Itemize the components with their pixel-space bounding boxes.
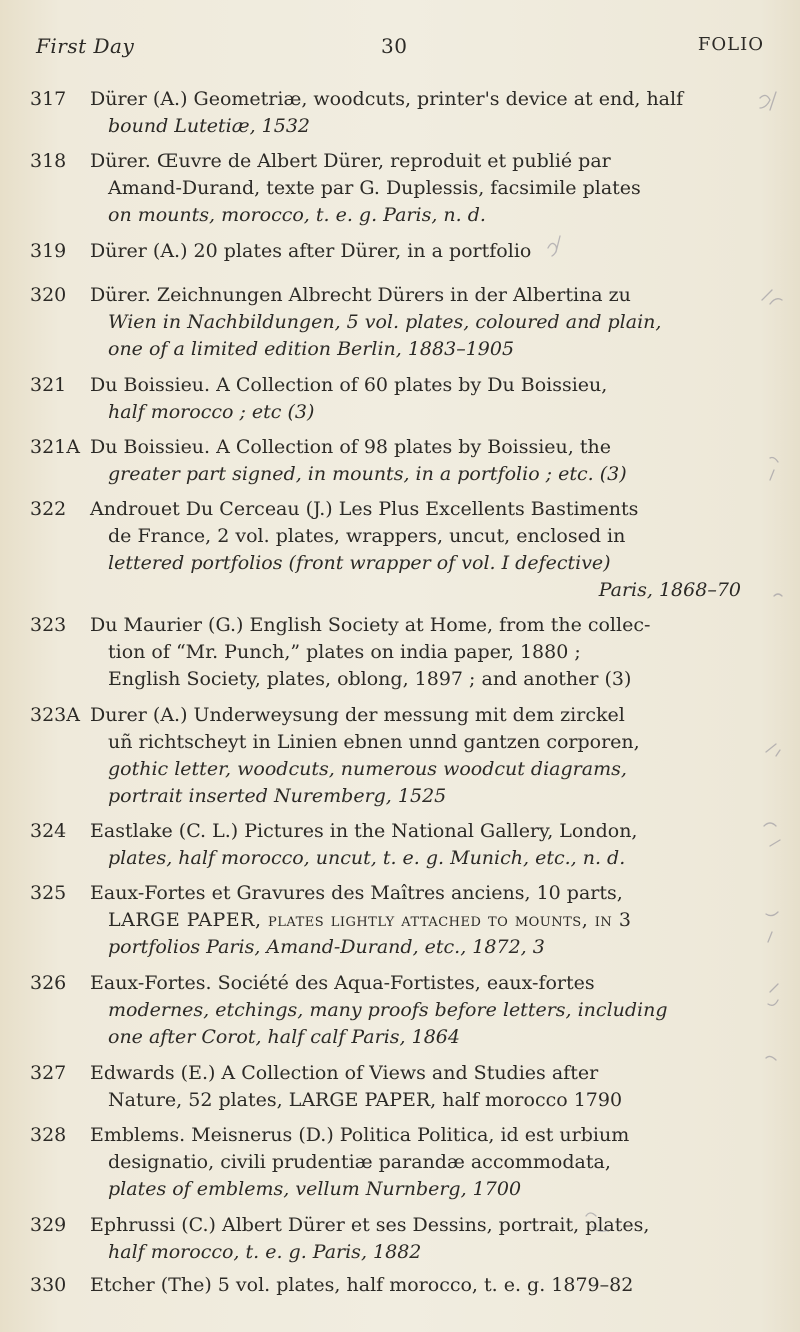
pencil-mark [760, 92, 776, 110]
lot-line: Durer (A.) Underweysung der messung mit dem zirckel [90, 704, 625, 726]
lot-description [90, 148, 745, 229]
lot-number: 323A [30, 704, 80, 726]
lot-line: Androuet Du Cerceau (J.) Les Plus Excellents Bastiments [90, 498, 639, 520]
lot-line: Amand-Durand, texte par G. Duplessis, facsimile plates [108, 177, 641, 199]
lot-number: 324 [30, 820, 67, 842]
lot-line: on mounts, morocco, t. e. g. Paris, n. d. [108, 204, 486, 226]
lot-number: 321 [30, 374, 67, 396]
header-day: First Day [36, 34, 135, 58]
lot-number: 319 [30, 240, 67, 262]
lot-description [90, 970, 745, 1051]
pencil-mark [766, 1056, 776, 1060]
lot-description [90, 1060, 745, 1114]
lot-line: Nature, 52 plates, LARGE PAPER, half morocco 1790 [108, 1089, 623, 1111]
lot-line: modernes, etchings, many proofs before letters, including [108, 999, 668, 1021]
lot-line: greater part signed, in mounts, in a portfolio ; etc. (3) [108, 463, 627, 485]
lot-line: designatio, civili prudentiæ parandæ accommodata, [108, 1151, 611, 1173]
lot-description [90, 1212, 745, 1266]
lot-number: 326 [30, 972, 67, 994]
lot-line: Paris, 1868–70 [598, 579, 741, 601]
lot-line: Du Boissieu. A Collection of 98 plates by Boissieu, the [90, 436, 611, 458]
lot-line: Edwards (E.) A Collection of Views and Studies after [90, 1062, 599, 1084]
lot-line: plates, half morocco, uncut, t. e. g. Munich, etc., n. d. [108, 847, 626, 869]
lot-line: LARGE PAPER, plates lightly attached to mounts, in 3 [108, 909, 632, 931]
lot-line: one of a limited edition Berlin, 1883–1905 [108, 338, 515, 360]
pencil-mark [766, 912, 778, 942]
lot-line: Dürer (A.) Geometriæ, woodcuts, printer's device at end, half [90, 88, 684, 110]
lot-description [90, 282, 745, 363]
lot-line: tion of “Mr. Punch,” plates on india paper, 1880 ; [108, 641, 581, 663]
lot-description [90, 1272, 745, 1299]
lot-description [90, 880, 745, 961]
lot-number: 322 [30, 498, 67, 520]
pencil-mark [762, 290, 782, 304]
header-format: FOLIO [697, 34, 764, 55]
lot-description [90, 818, 745, 872]
lot-line: de France, 2 vol. plates, wrappers, uncut, enclosed in [108, 525, 626, 547]
lot-line: Du Boissieu. A Collection of 60 plates by Du Boissieu, [90, 374, 608, 396]
lot-line: Eaux-Fortes et Gravures des Maîtres anciens, 10 parts, [90, 882, 623, 904]
lot-line: portfolios Paris, Amand-Durand, etc., 1872, 3 [108, 936, 545, 958]
pencil-mark [774, 594, 782, 596]
lot-number: 327 [30, 1062, 67, 1084]
lot-description [90, 612, 745, 693]
lot-line: bound Lutetiæ, 1532 [108, 115, 311, 137]
lot-description [90, 702, 745, 810]
pencil-mark [766, 744, 780, 756]
lot-line: Emblems. Meisnerus (D.) Politica Politica, id est urbium [90, 1124, 630, 1146]
lot-number: 320 [30, 284, 67, 306]
lot-description [90, 238, 745, 265]
lot-number: 317 [30, 88, 67, 110]
lot-number: 330 [30, 1274, 67, 1296]
lot-line: lettered portfolios (front wrapper of vol. I defective) [108, 552, 611, 574]
lot-line: Eastlake (C. L.) Pictures in the National Gallery, London, [90, 820, 638, 842]
lot-number: 318 [30, 150, 67, 172]
lot-line: Ephrussi (C.) Albert Dürer et ses Dessins, portrait, plates, [90, 1214, 650, 1236]
lot-description [90, 434, 745, 488]
lot-line: Dürer (A.) 20 plates after Dürer, in a portfolio [90, 240, 532, 262]
lot-description [90, 1122, 745, 1203]
lot-line: Eaux-Fortes. Société des Aqua-Fortistes, eaux-fortes [90, 972, 595, 994]
lot-line: one after Corot, half calf Paris, 1864 [108, 1026, 460, 1048]
lot-line: Dürer. Œuvre de Albert Dürer, reproduit et publié par [90, 150, 611, 172]
lot-line: Etcher (The) 5 vol. plates, half morocco, t. e. g. 1879–82 [90, 1274, 634, 1296]
pencil-mark [770, 458, 778, 481]
lot-number: 328 [30, 1124, 67, 1146]
pencil-mark [764, 823, 780, 846]
lot-description [90, 496, 745, 604]
page-number: 30 [381, 34, 408, 58]
lot-line: Du Maurier (G.) English Society at Home, from the collec- [90, 614, 651, 636]
lot-number: 323 [30, 614, 67, 636]
lot-number: 321A [30, 436, 80, 458]
lot-line: English Society, plates, oblong, 1897 ; and another (3) [108, 668, 632, 690]
lot-description [90, 372, 745, 426]
lot-line: Dürer. Zeichnungen Albrecht Dürers in der Albertina zu [90, 284, 631, 306]
lot-description [90, 86, 745, 140]
lot-number: 325 [30, 882, 67, 904]
pencil-mark [768, 984, 778, 1005]
lot-line: Wien in Nachbildungen, 5 vol. plates, coloured and plain, [108, 311, 662, 333]
lot-line: portrait inserted Nuremberg, 1525 [108, 785, 447, 807]
page-header [36, 34, 764, 64]
lot-line: half morocco, t. e. g. Paris, 1882 [108, 1241, 422, 1263]
lot-line: plates of emblems, vellum Nurnberg, 1700 [108, 1178, 522, 1200]
lot-line: uñ richtscheyt in Linien ebnen unnd gantzen corporen, [108, 731, 640, 753]
lot-line: half morocco ; etc (3) [108, 401, 315, 423]
lot-line: gothic letter, woodcuts, numerous woodcut diagrams, [108, 758, 627, 780]
lot-number: 329 [30, 1214, 67, 1236]
